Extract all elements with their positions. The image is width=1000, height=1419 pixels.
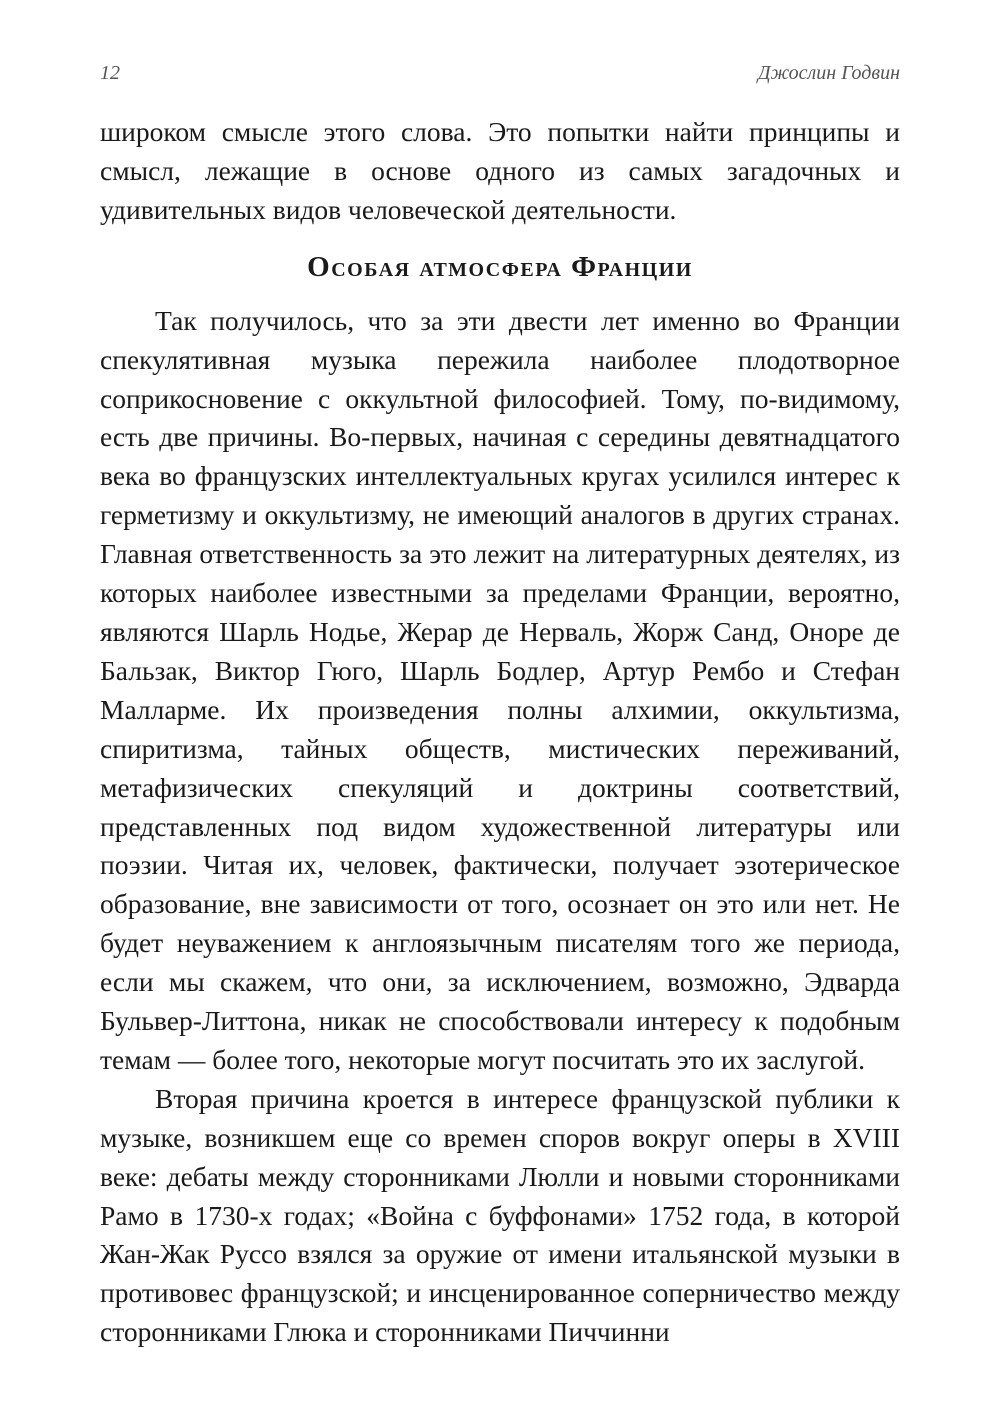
running-header	[100, 62, 900, 92]
page-body	[100, 113, 900, 1352]
paragraph-continued: широком смысле этого слова. Это попытки найти принципы и смысл, лежащие в основе одного из самых загадочных и удивительных видов человеческой деятельности.	[100, 116, 900, 225]
section-heading: Особая атмосфера Франции	[307, 250, 693, 283]
running-title: Джослин Годвин	[757, 62, 900, 84]
paragraph-1: Так получилось, что за эти двести лет именно во Франции спекулятивная музыка пережила наиболее плодотворное соприкосновение с оккультной философией. Тому, по-видимому, есть две причины. Во-первых, начиная с середины девятнадцатого века во французских интеллектуальных кругах усилился интерес к герметизму и оккультизму, не имеющий аналогов в других странах. Главная ответственность за это лежит на литературных деятелях, из которых наиболее известными за пределами Франции, вероятно, являются Шарль Нодье, Жерар де Нерваль, Жорж Санд, Оноре де Бальзак, Виктор Гюго, Шарль Бодлер, Артур Рембо и Стефан Малларме. Их произведения полны алхимии, оккультизма, спиритизма, тайных обществ, мистических переживаний, метафизических спекуляций и доктрины соответствий, представленных под видом художественной литературы или поэзии. Читая их, человек, фактически, получает эзотерическое образование, вне зависимости от того, осознает он это или нет. Не будет неуважением к англоязычным писателям того же периода, если мы скажем, что они, за исключением, возможно, Эдварда Бульвер-Литтона, никак не способствовали интересу к подобным темам — более того, некоторые могут посчитать это их заслугой.	[100, 304, 900, 1075]
paragraph-2: Вторая причина кроется в интересе французской публики к музыке, возникшем еще со времен споров вокруг оперы в XVIII веке: дебаты между сторонниками Люлли и новыми сторонниками Рамо в 1730-х годах; «Война с буффонами» 1752 года, в которой Жан-Жак Руссо взялся за оружие от имени итальянской музыки в противовес французской; и инсценированное соперничество между сторонниками Глюка и сторонниками Пиччинни	[100, 1082, 900, 1348]
page-number: 12	[100, 62, 120, 84]
